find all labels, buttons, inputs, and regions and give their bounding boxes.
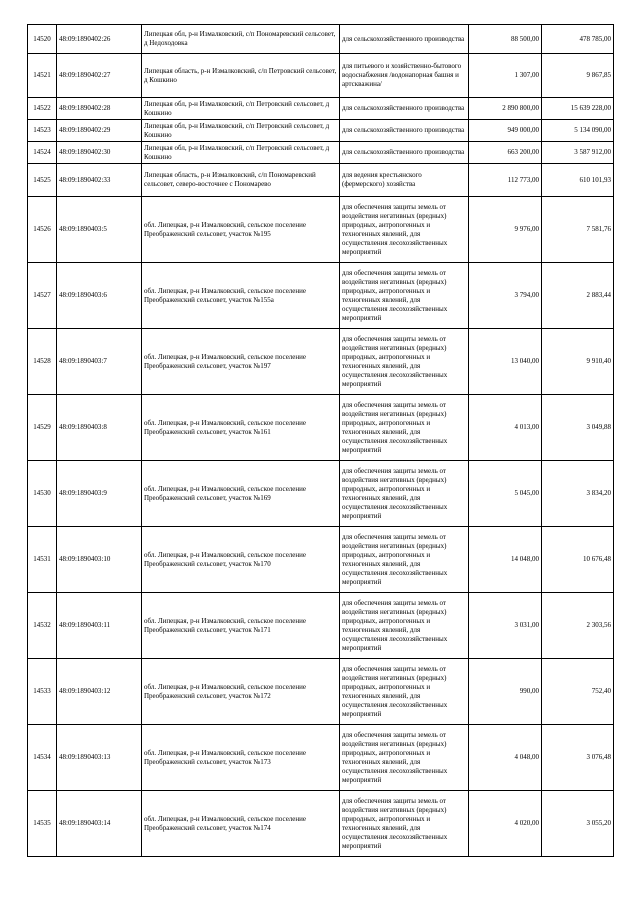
purpose-cell-text: для сельскохозяйственного производства: [342, 34, 465, 43]
address-cell-text: обл. Липецкая, р-н Измалковский, сельское поселение Преображенский сельсовет, участок №173: [144, 748, 306, 766]
area-cell-text: 9 976,00: [514, 225, 539, 233]
cadastral-value-cell-text: 9 867,85: [586, 71, 611, 79]
cadastral-value-cell: [542, 25, 614, 54]
table-row: [28, 329, 614, 395]
row-number-cell: [28, 659, 57, 725]
address-cell-text: Липецкая обл, р-н Измалковский, с/п Пономаревский сельсовет, д Недоходовка: [144, 30, 336, 47]
area-cell-text: 990,00: [519, 687, 539, 695]
cadastral-value-cell-text: 3 055,20: [586, 819, 611, 827]
row-number-cell-text: 14532: [33, 621, 51, 629]
address-cell-text: Липецкая область, р-н Измалковский, с/п Пономаревский сельсовет, северо-восточнее с Пономарево: [144, 171, 316, 188]
purpose-cell: [340, 98, 469, 120]
row-number-cell-text: 14522: [33, 104, 51, 112]
purpose-cell: [340, 329, 469, 395]
row-number-cell: [28, 527, 57, 593]
table-row: [28, 395, 614, 461]
address-cell: [142, 395, 340, 461]
row-number-cell-text: 14534: [33, 753, 51, 761]
area-cell-text: 4 048,00: [514, 753, 539, 761]
purpose-cell-text: для обеспечения защиты земель от воздействия негативных (вредных) природных, антропогенных и техногенных явлений, для осуществления лесохозяйственных мероприятий: [342, 598, 448, 652]
cadastral-value-cell-text: 752,40: [591, 687, 611, 695]
cadastral-number-cell: [57, 593, 142, 659]
area-cell-text: 3 794,00: [514, 291, 539, 299]
purpose-cell-text: для ведения крестьянского (фермерского) хозяйства: [342, 171, 422, 188]
address-cell-text: обл. Липецкая, р-н Измалковский, сельское поселение Преображенский сельсовет, участок №171: [144, 616, 306, 634]
cadastral-value-cell: [542, 593, 614, 659]
area-cell-text: 4 020,00: [514, 819, 539, 827]
address-cell: [142, 659, 340, 725]
cadastral-value-cell: [542, 263, 614, 329]
table-row: [28, 164, 614, 197]
row-number-cell-text: 14521: [33, 71, 51, 79]
area-cell: [469, 593, 542, 659]
purpose-cell-text: для обеспечения защиты земель от воздействия негативных (вредных) природных, антропогенных и техногенных явлений, для осуществления лесохозяйственных мероприятий: [342, 466, 448, 520]
cadastral-value-cell-text: 7 581,76: [586, 225, 611, 233]
purpose-cell: [340, 120, 469, 142]
area-cell-text: 1 307,00: [514, 71, 539, 79]
address-cell: [142, 725, 340, 791]
cadastral-value-cell-text: 3 049,88: [586, 423, 611, 431]
address-cell: [142, 527, 340, 593]
table-row: [28, 461, 614, 527]
address-cell: [142, 329, 340, 395]
area-cell-text: 3 031,00: [514, 621, 539, 629]
cadastral-number-cell-text: 48:09:1890403:11: [59, 621, 111, 629]
row-number-cell: [28, 725, 57, 791]
row-number-cell-text: 14529: [33, 423, 51, 431]
table-row: [28, 263, 614, 329]
table-row: [28, 197, 614, 263]
cadastral-number-cell-text: 48:09:1890402:30: [59, 148, 111, 156]
address-cell: [142, 461, 340, 527]
address-cell: [142, 98, 340, 120]
cadastral-number-cell-text: 48:09:1890403:9: [59, 489, 107, 497]
address-cell-text: обл. Липецкая, р-н Измалковский, сельское поселение Преображенский сельсовет, участок №169: [144, 484, 306, 502]
address-cell: [142, 593, 340, 659]
cadastral-value-cell: [542, 142, 614, 164]
cadastral-value-cell: [542, 791, 614, 857]
purpose-cell: [340, 725, 469, 791]
cadastral-value-cell: [542, 120, 614, 142]
row-number-cell: [28, 142, 57, 164]
row-number-cell: [28, 329, 57, 395]
table-row: [28, 98, 614, 120]
cadastral-value-cell-text: 3 587 912,00: [574, 148, 611, 156]
cadastral-value-cell: [542, 164, 614, 197]
table-row: [28, 593, 614, 659]
area-cell: [469, 164, 542, 197]
cadastral-value-cell-text: 10 676,48: [583, 555, 611, 563]
cadastral-value-cell-text: 2 303,56: [586, 621, 611, 629]
cadastral-value-cell: [542, 329, 614, 395]
address-cell-text: обл. Липецкая, р-н Измалковский, сельское поселение Преображенский сельсовет, участок №197: [144, 352, 306, 370]
address-cell: [142, 142, 340, 164]
area-cell: [469, 725, 542, 791]
cadastral-value-cell: [542, 395, 614, 461]
purpose-cell: [340, 659, 469, 725]
address-cell-text: обл. Липецкая, р-н Измалковский, сельское поселение Преображенский сельсовет, участок №170: [144, 550, 306, 568]
cadastral-number-cell: [57, 120, 142, 142]
cadastral-number-cell: [57, 725, 142, 791]
area-cell: [469, 791, 542, 857]
purpose-cell-text: для обеспечения защиты земель от воздействия негативных (вредных) природных, антропогенных и техногенных явлений, для осуществления лесохозяйственных мероприятий: [342, 796, 448, 850]
row-number-cell: [28, 593, 57, 659]
row-number-cell: [28, 461, 57, 527]
cadastral-value-cell-text: 478 785,00: [579, 34, 611, 43]
area-cell: [469, 395, 542, 461]
row-number-cell: [28, 25, 57, 54]
land-registry-table: [27, 24, 614, 857]
purpose-cell: [340, 54, 469, 98]
address-cell: [142, 164, 340, 197]
cadastral-number-cell-text: 48:09:1890402:28: [59, 104, 111, 112]
area-cell: [469, 461, 542, 527]
area-cell-text: 949 000,00: [507, 126, 539, 134]
purpose-cell-text: для обеспечения защиты земель от воздействия негативных (вредных) природных, антропогенных и техногенных явлений, для осуществления лесохозяйственных мероприятий: [342, 532, 448, 586]
address-cell: [142, 120, 340, 142]
row-number-cell-text: 14530: [33, 489, 51, 497]
purpose-cell: [340, 142, 469, 164]
area-cell: [469, 527, 542, 593]
row-number-cell-text: 14533: [33, 687, 51, 695]
cadastral-number-cell-text: 48:09:1890402:33: [59, 175, 111, 184]
purpose-cell: [340, 395, 469, 461]
purpose-cell-text: для обеспечения защиты земель от воздействия негативных (вредных) природных, антропогенных и техногенных явлений, для осуществления лесохозяйственных мероприятий: [342, 730, 448, 784]
row-number-cell-text: 14525: [33, 175, 51, 184]
row-number-cell: [28, 164, 57, 197]
table-row: [28, 120, 614, 142]
cadastral-number-cell-text: 48:09:1890402:29: [59, 126, 111, 134]
row-number-cell: [28, 54, 57, 98]
table-row: [28, 659, 614, 725]
area-cell-text: 4 013,00: [514, 423, 539, 431]
purpose-cell: [340, 164, 469, 197]
row-number-cell-text: 14524: [33, 148, 51, 156]
area-cell: [469, 54, 542, 98]
address-cell-text: обл. Липецкая, р-н Измалковский, сельское поселение Преображенский сельсовет, участок №174: [144, 814, 306, 832]
address-cell-text: обл. Липецкая, р-н Измалковский, сельское поселение Преображенский сельсовет, участок №155а: [144, 286, 306, 304]
cadastral-value-cell: [542, 98, 614, 120]
address-cell-text: Липецкая обл, р-н Измалковский, с/п Петровский сельсовет, д Кошкино: [144, 143, 330, 161]
row-number-cell: [28, 98, 57, 120]
address-cell-text: обл. Липецкая, р-н Измалковский, сельское поселение Преображенский сельсовет, участок №161: [144, 418, 306, 436]
address-cell-text: обл. Липецкая, р-н Измалковский, сельское поселение Преображенский сельсовет, участок №195: [144, 220, 306, 238]
table-row: [28, 527, 614, 593]
table-row: [28, 791, 614, 857]
cadastral-value-cell-text: 5 134 090,00: [574, 126, 611, 134]
cadastral-value-cell-text: 2 883,44: [586, 291, 611, 299]
address-cell-text: Липецкая обл, р-н Измалковский, с/п Петровский сельсовет, д Кошкино: [144, 99, 330, 117]
cadastral-number-cell-text: 48:09:1890403:14: [59, 819, 111, 827]
area-cell-text: 2 890 800,00: [502, 104, 539, 112]
cadastral-number-cell-text: 48:09:1890403:13: [59, 753, 111, 761]
cadastral-number-cell: [57, 197, 142, 263]
row-number-cell-text: 14520: [33, 34, 51, 43]
cadastral-number-cell-text: 48:09:1890403:6: [59, 291, 107, 299]
area-cell-text: 112 773,00: [507, 175, 539, 184]
purpose-cell-text: для сельскохозяйственного производства: [342, 148, 465, 156]
row-number-cell-text: 14523: [33, 126, 51, 134]
cadastral-number-cell: [57, 164, 142, 197]
cadastral-value-cell: [542, 527, 614, 593]
purpose-cell-text: для сельскохозяйственного производства: [342, 126, 465, 134]
row-number-cell-text: 14527: [33, 291, 51, 299]
row-number-cell-text: 14535: [33, 819, 51, 827]
purpose-cell-text: для питьевого и хозяйственно-бытового водоснабжения /водонапорная башня и артскважина/: [342, 62, 462, 88]
purpose-cell-text: для сельскохозяйственного производства: [342, 104, 465, 112]
row-number-cell: [28, 395, 57, 461]
address-cell: [142, 54, 340, 98]
cadastral-number-cell: [57, 98, 142, 120]
cadastral-number-cell-text: 48:09:1890403:5: [59, 225, 107, 233]
area-cell: [469, 120, 542, 142]
purpose-cell: [340, 197, 469, 263]
cadastral-number-cell: [57, 659, 142, 725]
cadastral-value-cell: [542, 725, 614, 791]
address-cell: [142, 25, 340, 54]
address-cell: [142, 791, 340, 857]
purpose-cell-text: для обеспечения защиты земель от воздействия негативных (вредных) природных, антропогенных и техногенных явлений, для осуществления лесохозяйственных мероприятий: [342, 334, 448, 388]
area-cell-text: 88 500,00: [511, 34, 539, 43]
row-number-cell: [28, 791, 57, 857]
cadastral-value-cell: [542, 197, 614, 263]
address-cell: [142, 197, 340, 263]
area-cell: [469, 329, 542, 395]
cadastral-value-cell: [542, 54, 614, 98]
purpose-cell: [340, 791, 469, 857]
cadastral-number-cell-text: 48:09:1890403:8: [59, 423, 107, 431]
table-row: [28, 725, 614, 791]
cadastral-value-cell-text: 9 910,40: [586, 357, 611, 365]
cadastral-number-cell-text: 48:09:1890403:7: [59, 357, 107, 365]
cadastral-number-cell: [57, 527, 142, 593]
area-cell-text: 5 045,00: [514, 489, 539, 497]
cadastral-number-cell: [57, 142, 142, 164]
purpose-cell-text: для обеспечения защиты земель от воздействия негативных (вредных) природных, антропогенных и техногенных явлений, для осуществления лесохозяйственных мероприятий: [342, 664, 448, 718]
purpose-cell-text: для обеспечения защиты земель от воздействия негативных (вредных) природных, антропогенных и техногенных явлений, для осуществления лесохозяйственных мероприятий: [342, 268, 448, 322]
address-cell-text: Липецкая область, р-н Измалковский, с/п Петровский сельсовет, д Кошкино: [144, 66, 337, 84]
cadastral-value-cell: [542, 659, 614, 725]
cadastral-number-cell: [57, 395, 142, 461]
address-cell-text: Липецкая обл, р-н Измалковский, с/п Петровский сельсовет, д Кошкино: [144, 121, 330, 139]
cadastral-number-cell: [57, 329, 142, 395]
purpose-cell-text: для обеспечения защиты земель от воздействия негативных (вредных) природных, антропогенных и техногенных явлений, для осуществления лесохозяйственных мероприятий: [342, 400, 448, 454]
purpose-cell: [340, 25, 469, 54]
cadastral-value-cell-text: 3 076,48: [586, 753, 611, 761]
row-number-cell: [28, 263, 57, 329]
purpose-cell-text: для обеспечения защиты земель от воздействия негативных (вредных) природных, антропогенных и техногенных явлений, для осуществления лесохозяйственных мероприятий: [342, 202, 448, 256]
cadastral-number-cell-text: 48:09:1890402:26: [59, 34, 111, 43]
cadastral-value-cell: [542, 461, 614, 527]
purpose-cell: [340, 527, 469, 593]
area-cell: [469, 98, 542, 120]
cadastral-number-cell-text: 48:09:1890403:10: [59, 555, 111, 563]
cadastral-value-cell-text: 610 101,93: [579, 175, 611, 184]
address-cell: [142, 263, 340, 329]
row-number-cell-text: 14531: [33, 555, 51, 563]
area-cell: [469, 197, 542, 263]
area-cell: [469, 659, 542, 725]
area-cell-text: 14 048,00: [511, 555, 539, 563]
area-cell-text: 13 040,00: [511, 357, 539, 365]
table-body: [28, 25, 614, 857]
row-number-cell: [28, 197, 57, 263]
cadastral-value-cell-text: 15 639 228,00: [570, 104, 611, 112]
table-row: [28, 142, 614, 164]
cadastral-number-cell-text: 48:09:1890402:27: [59, 71, 111, 79]
row-number-cell-text: 14528: [33, 357, 51, 365]
row-number-cell: [28, 120, 57, 142]
area-cell: [469, 142, 542, 164]
table-row: [28, 54, 614, 98]
purpose-cell: [340, 461, 469, 527]
cadastral-number-cell: [57, 461, 142, 527]
area-cell-text: 663 200,00: [507, 148, 539, 156]
address-cell-text: обл. Липецкая, р-н Измалковский, сельское поселение Преображенский сельсовет, участок №172: [144, 682, 306, 700]
area-cell: [469, 263, 542, 329]
cadastral-number-cell: [57, 791, 142, 857]
cadastral-number-cell-text: 48:09:1890403:12: [59, 687, 111, 695]
purpose-cell: [340, 593, 469, 659]
area-cell: [469, 25, 542, 54]
cadastral-number-cell: [57, 54, 142, 98]
row-number-cell-text: 14526: [33, 225, 51, 233]
cadastral-value-cell-text: 3 834,20: [586, 489, 611, 497]
table-row: [28, 25, 614, 54]
cadastral-number-cell: [57, 263, 142, 329]
purpose-cell: [340, 263, 469, 329]
cadastral-number-cell: [57, 25, 142, 54]
